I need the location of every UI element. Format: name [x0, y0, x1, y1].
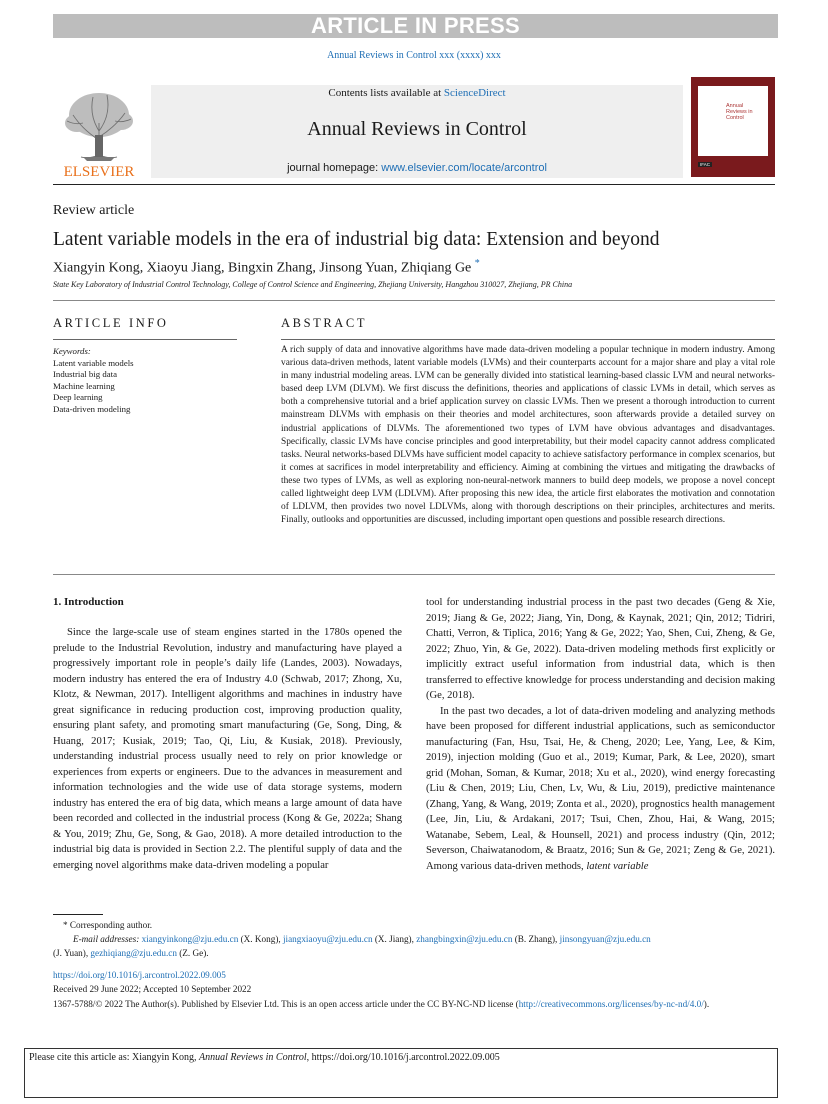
- sciencedirect-link[interactable]: ScienceDirect: [443, 87, 506, 99]
- keyword: Machine learning: [53, 380, 115, 391]
- email-owner: (X. Kong),: [240, 934, 281, 944]
- keywords-block: [53, 346, 243, 416]
- corresponding-author-note: * Corresponding author.: [63, 920, 153, 930]
- body-paragraph: [426, 704, 775, 875]
- elsevier-wordmark: ELSEVIER: [63, 164, 135, 178]
- cover-panel: [698, 86, 768, 156]
- homepage-prefix: journal homepage:: [287, 162, 382, 174]
- email-addresses: [53, 932, 778, 946]
- emphasis-text: latent variable: [586, 860, 649, 872]
- article-info-heading: ARTICLE INFO: [53, 316, 169, 330]
- paper-title: Latent variable models in the era of industrial big data: Extension and beyond: [53, 229, 660, 250]
- elsevier-tree-icon: [53, 85, 145, 178]
- journal-homepage-line: [151, 162, 683, 174]
- citation-suffix: , https://doi.org/10.1016/j.arcontrol.2022.09.005: [306, 1052, 500, 1063]
- abstract-heading: ABSTRACT: [281, 316, 368, 330]
- journal-masthead: [151, 85, 683, 178]
- elsevier-logo: [53, 85, 145, 178]
- contents-available-line: [151, 87, 683, 99]
- authors-text: Xiangyin Kong, Xiaoyu Jiang, Bingxin Zhang, Jinsong Yuan, Zhiqiang Ge: [53, 260, 472, 276]
- affiliation-rule: [53, 300, 775, 301]
- article-info-rule: [53, 339, 237, 340]
- abstract-rule: [281, 339, 775, 340]
- body-paragraph: tool for understanding industrial process in the past two decades (Geng & Xie, 2019; Jiang & Ge, 2022; Jiang, Yin, Dong, & Kaynak, 2021; Qin, 2012; Tidriri, Chatti, Verron, & Tiplica, 2016; Yang & Ge, 2022; Yao, Shen, Cui, Zheng, & Ge, 2022; Zhuo, Yin, & Ge, 2022). Data-driven modeling methods first explicitly or implicitly extract useful information from industrial data, which is then transferred to effective knowledge for process understanding and decision making (Ge, 2018).: [426, 597, 775, 701]
- citation-prefix: Please cite this article as: Xiangyin Kong,: [29, 1052, 199, 1063]
- affiliation: State Key Laboratory of Industrial Control Technology, College of Control Science and Engineering, Zhejiang University, Hangzhou 310027, Zhejiang, PR China: [53, 280, 573, 289]
- keywords-label: Keywords:: [53, 346, 91, 356]
- email-owner: (B. Zhang),: [514, 934, 558, 944]
- email-addresses-cont: [53, 946, 778, 960]
- homepage-link[interactable]: www.elsevier.com/locate/arcontrol: [381, 162, 547, 174]
- section-heading-introduction: 1. Introduction: [53, 596, 124, 608]
- email-link[interactable]: gezhiqiang@zju.edu.cn: [90, 948, 177, 958]
- received-accepted-dates: Received 29 June 2022; Accepted 10 September 2022: [53, 984, 252, 995]
- keyword: Deep learning: [53, 392, 103, 403]
- cover-title: Annual Reviews in Control: [726, 103, 753, 122]
- email-owner: (J. Yuan),: [53, 948, 89, 958]
- license-statement: [53, 997, 778, 1011]
- corresponding-author-mark[interactable]: *: [474, 258, 480, 269]
- body-column-left: [53, 625, 402, 873]
- email-link[interactable]: jiangxiaoyu@zju.edu.cn: [282, 934, 373, 944]
- publication-meta: [53, 968, 778, 1011]
- citation-text: [29, 1052, 500, 1063]
- email-label: E-mail addresses:: [73, 934, 140, 944]
- keyword: Industrial big data: [53, 369, 118, 380]
- doi-link[interactable]: https://doi.org/10.1016/j.arcontrol.2022.09.005: [53, 970, 226, 980]
- citation-journal: Annual Reviews in Control: [198, 1052, 307, 1063]
- license-text: 1367-5788/© 2022 The Author(s). Published by Elsevier Ltd. This is an open access article under the CC BY-NC-ND license (: [53, 998, 519, 1009]
- abstract-end-rule: [53, 574, 775, 575]
- license-suffix: ).: [703, 998, 710, 1009]
- author-list: [53, 258, 480, 277]
- article-type: Review article: [53, 203, 135, 218]
- header-rule: [53, 184, 775, 185]
- email-link[interactable]: jinsongyuan@zju.edu.cn: [559, 934, 651, 944]
- journal-cover-thumbnail[interactable]: [691, 77, 775, 177]
- cover-badge: IFAC: [700, 162, 711, 167]
- footnotes: [53, 918, 778, 960]
- keyword: Latent variable models: [53, 357, 134, 368]
- email-link[interactable]: zhangbingxin@zju.edu.cn: [416, 934, 513, 944]
- email-owner: (X. Jiang),: [374, 934, 414, 944]
- abstract-text: A rich supply of data and innovative algorithms have made data-driven modeling a popular technique in modern industry. Among various data-driven methods, latent variable models (LVMs) and their counterparts account for a major share and play a vital role in many industrial modeling areas. LVM can be generally divided into statistical learning-based classic LVM and neural networks-based deep LVM (DLVM). We first discuss the definitions, theories and applications of classic LVMs in detail, which serves as both a comprehensive tutorial and a brief application survey on classic LVMs. Then we present a thorough introduction to current mainstream DLVMs with emphasis on their theories and model architectures, soon afterwards provide a detailed survey on industrial applications of DLVMs. The aforementioned two types of LVM have obvious advantages and disadvantages. Specifically, classic LVMs have concise principles and good interpretability, but their model capacity cannot address complicated tasks. Neural networks-based DLVMs have sufficient model capacity to achieve satisfactory performance in complex scenarios, but it comes at sacrifices in model interpretability and efficiency. Aiming at combining the virtues and mitigating the drawbacks of these two types of LVMs, as well as exploring non-neural-network manners to build deep models, we propose a novel concept called lightweight deep LVM (LDLVM). After proposing this new idea, the article first elaborates the motivation and connotation of LDLVM, then provides two novel LDLVMs, along with thorough descriptions on their principles, architectures and merits. Finally, outlooks and opportunities are discussed, including important open questions and possible research directions.: [281, 345, 775, 526]
- email-owner: (Z. Ge).: [179, 948, 209, 958]
- citation-box: [24, 1048, 778, 1098]
- body-column-right: [426, 595, 775, 874]
- article-in-press-banner: ARTICLE IN PRESS: [53, 14, 778, 38]
- keyword: Data-driven modeling: [53, 403, 131, 414]
- journal-title: Annual Reviews in Control: [307, 118, 527, 140]
- contents-prefix: Contents lists available at: [328, 87, 444, 99]
- footnote-rule: [53, 914, 103, 915]
- body-paragraph: Since the large-scale use of steam engines started in the 1780s opened the prelude to the Industrial Revolution, industry and manufacturing have played a progressively important role in people’s daily life (Landes, 2003). Nowadays, modern industry has entered the era of Industry 4.0 (Schwab, 2017; Zhong, Xu, Klotz, & Newman, 2017). Intelligent algorithms and machines in industry have great significance in reducing production cost, improving production quality, ensuring plant safety, and promoting smart manufacturing (Ge, Song, Ding, & Huang, 2017; Kusiak, 2019; Tao, Qi, Liu, & Kusiak, 2018). Previously, understanding industrial process usually need to rely on prior knowledge or experiences from experts or engineers. Due to the advances in measurement and information technologies and the wide use of data storage systems, modern industry has entered the era of big data, which means a large amount of data have been recorded and collected in the industrial process (Kong & Ge, 2022a; Shang & You, 2019; Zhu, Ge, Song, & Gao, 2018). A more detailed introduction to the industrial big data is provided in Section 2.2. The plentiful supply of data and the emerging novel algorithms make data-driven modeling a popular: [53, 627, 402, 871]
- body-paragraph-text: In the past two decades, a lot of data-driven modeling and analyzing methods have been proposed for different industrial applications, such as semiconductor manufacturing (Fan, Hsu, Tsai, He, & Cheng, 2020; Lee, Yang, Lee, & Kim, 2019), injection molding (Guo et al., 2019; Kumar, Park, & Lee, 2020), smart grid (Mohan, Soman, & Kumar, 2018; Xu et al., 2020), wind energy forecasting (Liu & Chen, 2019; Liu, Chen, Lv, Wu, & Liu, 2019), predictive maintenance (Zhang, Yang, & Wang, 2019; Zonta et al., 2020), prognostics health management (Lee, Jin, Liu, & Ardakani, 2017; Tsui, Chen, Zhou, Hai, & Wang, 2015; Watanabe, Sebem, Leal, & Hounsell, 2021) and process industry (Qin, 2012; Severson, Chaiwatanodom, & Braatz, 2016; Sun & Ge, 2021; Zeng & Ge, 2021). Among various data-driven methods,: [426, 705, 775, 872]
- license-link[interactable]: http://creativecommons.org/licenses/by-nc-nd/4.0/: [518, 998, 704, 1009]
- email-link[interactable]: xiangyinkong@zju.edu.cn: [141, 934, 239, 944]
- journal-reference-link[interactable]: Annual Reviews in Control xxx (xxxx) xxx: [327, 50, 501, 61]
